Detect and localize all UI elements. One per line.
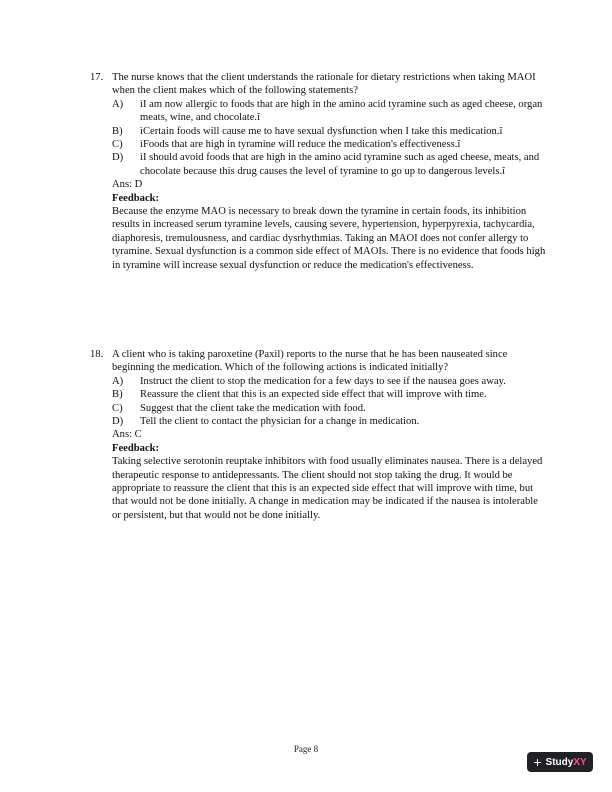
choice-letter: B) <box>112 125 123 137</box>
feedback-label: Feedback: <box>112 442 160 454</box>
choice-letter: D) <box>112 416 124 428</box>
question-18 <box>90 348 546 522</box>
plus-icon: + <box>533 754 542 770</box>
choice-text: ìCertain foods will cause me to have sexual dysfunction when I take this medication.î <box>140 125 503 137</box>
choice-a <box>112 375 546 388</box>
answer-block <box>112 178 546 272</box>
answer-key: Ans: D <box>112 179 143 191</box>
answer-key: Ans: C <box>112 429 142 441</box>
answer-choices <box>112 98 546 178</box>
choice-text: Suggest that the client take the medication with food. <box>140 402 366 414</box>
answer-block <box>112 428 546 522</box>
question-stem <box>90 348 546 375</box>
choice-text: Reassure the client that this is an expected side effect that will improve with time. <box>140 389 487 401</box>
choice-b <box>112 388 546 401</box>
feedback-text: Because the enzyme MAO is necessary to break down the tyramine in certain foods, its inhibition results in increased serum tyramine levels, causing severe, hypertension, hyperpyrexia, tachycardia, diaphoresis, tremulousness, and cardiac dysrhythmias. Taking an MAOI does not confer allergy to tyramine. Sexual dysfunction is a common side effect of MAOIs. There is no evidence that foods high in tyramine will increase sexual dysfunction or reduce the medication's effectiveness. <box>112 206 546 271</box>
brand-name <box>546 757 587 768</box>
choice-letter: A) <box>112 375 124 387</box>
choice-letter: C) <box>112 402 123 414</box>
question-number: 18. <box>90 349 104 360</box>
choice-text: Instruct the client to stop the medication for a few days to see if the nausea goes away. <box>140 375 506 387</box>
choice-text: ìI am now allergic to foods that are high in the amino acid tyramine such as aged cheese, organ meats, wine, and chocolate.î <box>140 98 543 124</box>
choice-letter: A) <box>112 98 124 110</box>
brand-name-part2: XY <box>573 756 587 768</box>
question-number: 17. <box>90 72 104 83</box>
choice-c <box>112 138 546 151</box>
feedback-label: Feedback: <box>112 192 160 204</box>
choice-text: Tell the client to contact the physician for a change in medication. <box>140 416 420 428</box>
choice-text: ìI should avoid foods that are high in the amino acid tyramine such as aged cheese, meats, and chocolate because this drug causes the level of tyramine to go up to dangerous levels.î <box>140 152 540 177</box>
choice-b <box>112 125 546 138</box>
question-stem <box>90 71 546 98</box>
choice-d <box>112 415 546 428</box>
choice-letter: B) <box>112 389 123 401</box>
choice-a <box>112 98 546 125</box>
feedback-text: Taking selective serotonin reuptake inhibitors with food usually eliminates nausea. There is a delayed therapeutic response to antidepressants. The client should not stop taking the drug. It would be appropriate to reassure the client that this is an expected side effect that will improve with time, but that would not be done initially. A change in medication may be indicated if the nausea is intolerable or persistent, but that would not be done initially. <box>112 456 543 521</box>
choice-letter: C) <box>112 139 123 151</box>
question-17 <box>90 71 546 272</box>
question-text: A client who is taking paroxetine (Paxil) reports to the nurse that he has been nauseated since beginning the medication. Which of the following actions is indicated initially? <box>112 349 508 374</box>
brand-name-part1: Study <box>545 756 574 768</box>
answer-choices <box>112 375 546 429</box>
question-text: The nurse knows that the client understands the rationale for dietary restrictions when taking MAOI when the client makes which of the following statements? <box>112 72 536 97</box>
choice-letter: D) <box>112 152 124 164</box>
choice-text: ìFoods that are high in tyramine will reduce the medication's effectiveness.î <box>140 139 461 151</box>
choice-c <box>112 402 546 415</box>
studyxy-badge[interactable] <box>527 752 593 772</box>
page-number: Page 8 <box>293 744 319 754</box>
choice-d <box>112 151 546 178</box>
